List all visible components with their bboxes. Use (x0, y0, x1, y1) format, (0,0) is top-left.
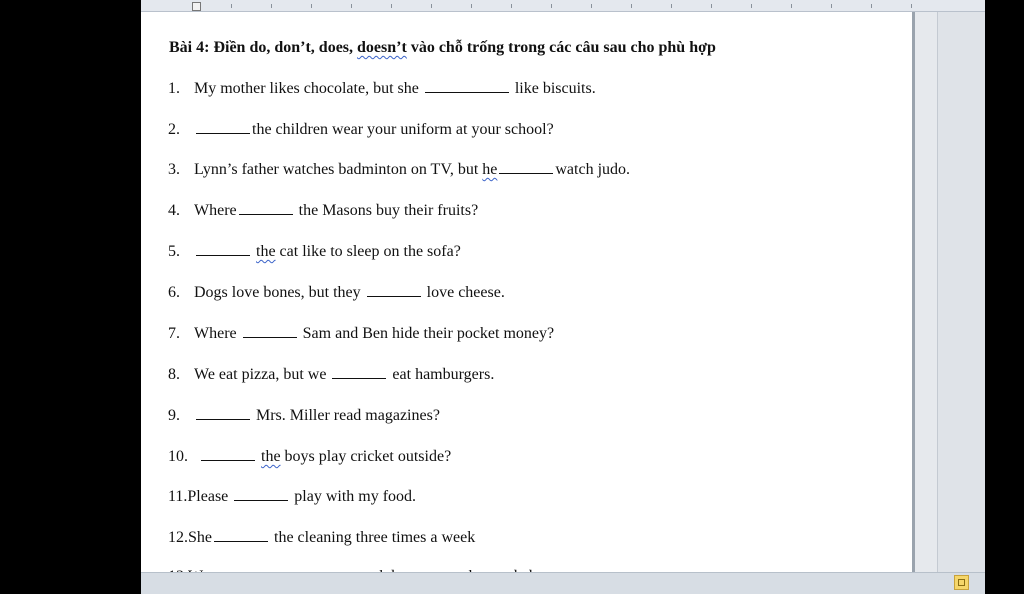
exercise-heading: Bài 4: Điền do, don’t, does, doesn’t vào chỗ trống trong các câu sau cho phù hợp (169, 39, 716, 56)
horizontal-ruler[interactable] (141, 0, 985, 12)
list-item: 2. the children wear your uniform at your school? (168, 121, 554, 138)
list-item: 8. We eat pizza, but we eat hamburgers. (168, 366, 495, 383)
list-item: 3. Lynn’s father watches badminton on TV, but he watch judo. (168, 161, 631, 178)
list-item: 1. My mother likes chocolate, but she like biscuits. (168, 80, 596, 97)
workspace-background (915, 12, 937, 572)
indent-marker-icon[interactable] (192, 2, 201, 11)
list-item: 12.She the cleaning three times a week (168, 529, 476, 546)
document-area (141, 0, 985, 594)
list-item: 4. Where the Masons buy their fruits? (168, 202, 479, 219)
list-item: 6. Dogs love bones, but they love cheese. (168, 284, 505, 301)
document-page[interactable] (141, 12, 912, 572)
right-black-margin (985, 0, 1024, 594)
list-item: 10. the boys play cricket outside? (168, 448, 452, 465)
vertical-scrollbar[interactable] (937, 12, 985, 572)
list-item: 5. the cat like to sleep on the sofa? (168, 243, 461, 260)
status-bar (141, 572, 985, 594)
left-black-margin (0, 0, 141, 594)
print-layout-view-button[interactable] (954, 575, 969, 590)
spellcheck-squiggle: doesn’t (357, 39, 407, 56)
list-item: 11.Please play with my food. (168, 488, 417, 505)
print-layout-icon (958, 579, 965, 586)
list-item: 7. Where Sam and Ben hide their pocket money? (168, 325, 555, 342)
list-item: 9. Mrs. Miller read magazines? (168, 407, 440, 424)
